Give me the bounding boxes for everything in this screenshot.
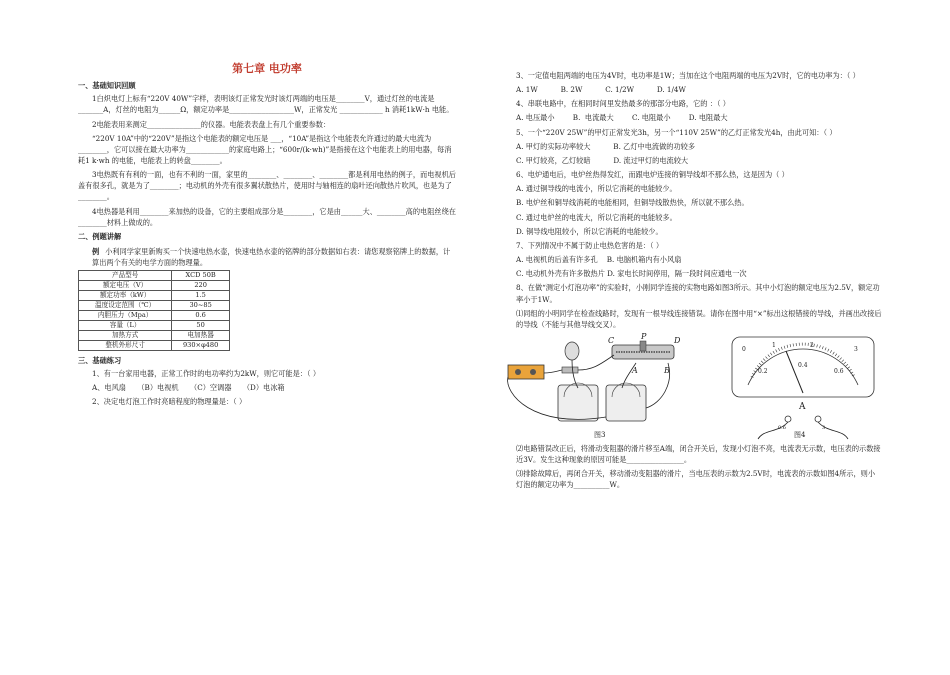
basics-item-2: 2电能表用来测定_______________的仪器。电能表表盘上有几个重要参数： (92, 119, 331, 129)
wire (544, 370, 562, 373)
scale-bottom-2: 0.4 (798, 361, 808, 369)
table-row (79, 340, 230, 350)
table-cell: 930×φ480 (172, 340, 230, 350)
table-cell: 整机外形尺寸 (79, 340, 172, 350)
table-cell: 额定电压（V） (79, 281, 172, 291)
table-cell: 产品型号 (79, 271, 172, 281)
question-6-option-a: A. 通过铜导线的电流小，所以它消耗的电能较少。 (516, 184, 677, 194)
question-8-part-1: ⑴同组的小明同学在检查线路时，发现有一根导线连接错误。请你在图中用“×”标出这根错接的导线，并画出改接后的导线（不能与其他导线交叉）。 (516, 308, 882, 329)
practice-question-1-options: A、电风扇 （B）电视机 （C）空调器 （D）电冰箱 (92, 382, 285, 392)
basics-item-4: 4电热器是利用________来加热的设备，它的主要组成部分是________，它是由______大、________高的电阻丝绕在________材料上做成的。 (78, 206, 456, 227)
question-8: 8、在做“测定小灯泡功率”的实验时，小刚同学连接的实物电路如图3所示。其中小灯泡的额定电压为2.5V，额定功率小于1W。 (516, 283, 880, 304)
table-row (79, 330, 230, 340)
terminal-3 (815, 416, 821, 422)
basics-item-3: 3电热既有有利的一面，也有不利的一面，家里的________、________、________都是利用电热的例子，而电视机后盖有很多孔，就是为了________；电动机的外壳有很多翼状散热片，使用时与轴相连的扇叶还向散热片吹风，也是为了________。 (78, 170, 456, 202)
section-heading-basics: 一、基础知识回顾 (78, 81, 136, 91)
question-8-part-2: ⑵电路错误改正后，将滑动变阻器的滑片移至A端，闭合开关后，发现小灯泡不亮，电流表无示数，电压表的示数接近3V。发生这种现象的原因可能是________________。 (516, 443, 881, 465)
section-heading-practice: 三、基础练习 (78, 355, 122, 365)
scale-top-1: 1 (772, 341, 776, 349)
question-5-option-cd: C. 甲灯较亮，乙灯较暗 D. 流过甲灯的电流较大 (516, 155, 689, 165)
table-row (79, 281, 230, 291)
question-4: 4、串联电路中，在相同时间里发热最多的那部分电路，它的 ：（ ） (516, 99, 730, 109)
table-cell: 温度设定范围（℃） (79, 301, 172, 311)
table-row (79, 310, 230, 320)
switch (562, 367, 578, 373)
question-5-option-ab: A. 甲灯的实际功率较大 B. 乙灯中电流做的功较多 (516, 141, 696, 151)
label-p: P (641, 332, 647, 341)
label-c: C (608, 335, 615, 345)
scale-top-0: 0 (742, 345, 746, 353)
table-cell: XCD 50B (172, 271, 230, 281)
question-6-option-d: D. 铜导线电阻较小，所以它消耗的电能较少。 (516, 226, 663, 236)
question-4-options: A. 电压最小 B. 电流最大 C. 电阻最小 D. 电阻最大 (516, 113, 728, 123)
table-cell: 0.6 (172, 310, 230, 320)
scale-top-2: 2 (810, 341, 814, 349)
table-cell: 容量（L） (79, 320, 172, 330)
question-7: 7、下列情况中不属于防止电热危害的是：（ ） (516, 240, 664, 250)
table-row (79, 271, 230, 281)
wire (578, 355, 614, 370)
page-title: 第七章 电功率 (232, 62, 302, 75)
scale-bottom-3: 0.6 (834, 367, 844, 375)
ammeter (606, 385, 646, 421)
example-label: 例 (92, 247, 100, 257)
example-text: 小利同学家里新购买一个快速电热水壶，快速电热水壶的铭牌的部分数据如右表：请您观察铭牌上的数据，计算出两个有关的电学方面的物理量。 (92, 247, 451, 268)
figure-3-circuit (502, 333, 722, 443)
left-column (78, 60, 456, 410)
battery-cell (515, 369, 521, 375)
practice-question-2: 2、决定电灯泡工作时亮暗程度的物理量是：（ ） (92, 396, 247, 406)
basics-item-2-detail: “220V 10A”中的“220V”是指这个电能表的额定电压是 ___，“10A”是指这个电能表允许通过的最大电流为________，它可以接在最大功率为____________的家庭电路上；“600r/(k·wh)”是指接在这个电能表上的用电器，每消耗1 k·wh 的电能，电能表上的转盘________。 (78, 133, 452, 165)
terminal-label-3: 3 (822, 424, 826, 431)
figure-4-caption: 图4 (794, 430, 806, 439)
question-7-option-cd: C. 电动机外壳有许多散热片 D. 家电长时间停用，隔一段时间应通电一次 (516, 269, 747, 279)
question-3: 3、一定值电阻两端的电压为4V时，电功率是1W；当加在这个电阻两端的电压为2V时，它的电功率为：（ ） (516, 71, 860, 80)
label-d: D (674, 335, 681, 345)
battery-box (508, 365, 544, 379)
scale-top-3: 3 (854, 345, 858, 353)
table-cell: 内胆压力（Mpa） (79, 310, 172, 320)
dial-unit: A (799, 401, 806, 412)
right-column (502, 70, 882, 494)
table-cell: 1.5 (172, 291, 230, 301)
figure-4-ammeter (728, 333, 878, 443)
question-6-option-b: B. 电炉丝和铜导线消耗的电能相同，但铜导线散热快，所以就不那么热。 (516, 198, 749, 208)
section-heading-examples: 二、例题讲解 (78, 231, 122, 241)
table-cell: 电加热器 (172, 330, 230, 340)
table-row (79, 291, 230, 301)
lamp (565, 342, 579, 360)
table-cell: 额定功率（kW） (79, 291, 172, 301)
question-3-options: A. 1W B. 2W C. 1/2W D. 1/4W (516, 85, 686, 95)
table-row (79, 301, 230, 311)
table-cell: 220 (172, 281, 230, 291)
table-cell: 50 (172, 320, 230, 330)
spec-table (78, 270, 230, 350)
question-6-option-c: C. 通过电炉丝的电流大，所以它消耗的电能较多。 (516, 212, 677, 222)
basics-item-1: 1白炽电灯上标有“220V 40W”字样，表明该灯正常发光时该灯两端的电压是________V，通过灯丝的电流是_______A，灯丝的电阻为______Ω，额定功率是__________________W，正常发光 ____________ h 消耗1kW·h 电能。 (78, 94, 454, 115)
table-cell: 30~85 (172, 301, 230, 311)
wire (622, 363, 636, 388)
rheostat-slider (640, 341, 646, 351)
battery-cell (530, 369, 536, 375)
figures-area (502, 333, 882, 443)
terminal-0.6 (785, 416, 791, 422)
practice-question-1: 1、有一台家用电器，正常工作时的电功率约为2kW，则它可能是：（ ） (92, 368, 321, 378)
question-8-part-3: ⑶排除故障后，再闭合开关，移动滑动变阻器的滑片，当电压表的示数为2.5V时，电流表的示数如图4所示，则小灯泡的额定功率为__________W。 (516, 469, 876, 490)
table-row (79, 320, 230, 330)
example-paragraph (92, 246, 456, 268)
voltmeter (558, 385, 598, 421)
label-b: B (664, 365, 670, 375)
terminal-label-0.6: 0.6 (778, 424, 786, 431)
question-7-option-ab: A. 电视机的后盖有许多孔 B. 电脑机箱内有小风扇 (516, 255, 682, 265)
question-6: 6、电炉通电后，电炉丝热得发红，而跟电炉连接的铜导线却不那么热，这是因为（ ） (516, 170, 789, 180)
figure-3-caption: 图3 (594, 430, 606, 439)
question-5: 5、一个“220V 25W”的甲灯正常发光3h，另一个“110V 25W”的乙灯正常发光4h，由此可知：（ ） (516, 127, 837, 137)
scale-bottom-1: 0.2 (758, 367, 768, 375)
table-cell: 加热方式 (79, 330, 172, 340)
label-a: A (632, 365, 638, 375)
